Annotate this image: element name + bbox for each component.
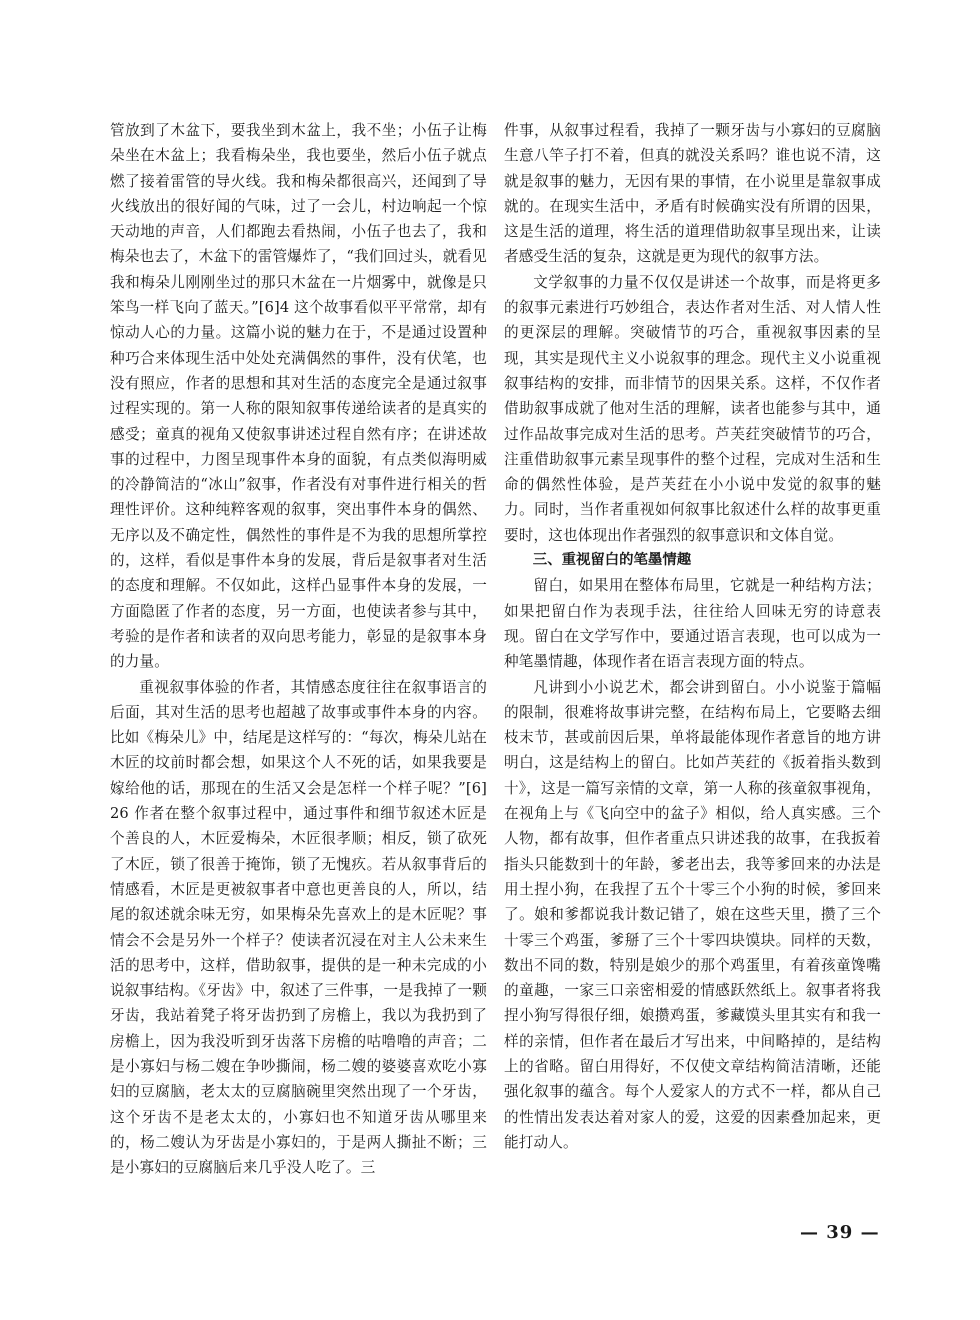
paragraph: 文学叙事的力量不仅仅是讲述一个故事，而是将更多的叙事元素进行巧妙组合，表达作者对生活、对人情人性的更深层的理解。突破情节的巧合，重视叙事因素的呈现，其实是现代主义小说叙事的理念。现代主义小说重视叙事结构的安排，而非情节的因果关系。这样，不仅作者借助叙事成就了他对生活的理解，读者也能参与其中，通过作品故事完成对生活的思考。芦芙荭突破情节的巧合，注重借助叙事元素呈现事件的整个过程，完成对生活和生命的偶然性体验，是芦芙荭在小小说中发觉的叙事的魅力。同时，当作者重视如何叙事比叙述什么样的故事更重要时，这也体现出作者强烈的叙事意识和文体自觉。 bbox=[504, 273, 881, 544]
paragraph: 凡讲到小小说艺术，都会讲到留白。小小说鉴于篇幅的限制，很难将故事讲完整，在结构布局上，它要略去细枝末节，甚或前因后果，单将最能体现作者意旨的地方讲明白，这是结构上的留白。比如芦芙荭的《扳着指头数到十》，这是一篇写亲情的文章，第一人称的孩童叙事视角，在视角上与《飞向空中的盆子》相似，给人真实感。三个人物，都有故事，但作者重点只讲述我的故事，在我扳着指头只能数到十的年龄，爹老出去，我等爹回来的办法是用土捏小狗，在我捏了五个十零三个小狗的时候，爹回来了。娘和爹都说我计数记错了，娘在这些天里，攒了三个十零三个鸡蛋，爹掰了三个十零四块馍块。同样的天数，数出不同的数，特别是娘少的那个鸡蛋里，有着孩童馋嘴的童趣，一家三口亲密相爱的情感跃然纸上。叙事者将我捏小狗写得很仔细，娘攒鸡蛋，爹藏馍头里其实有和我一样的亲情，但作者在最后才写出来，中间略掉的，是结构上的省略。留白用得好，不仅使文章结构简洁清晰，还能强化叙事的蕴含。每个人爱家人的方式不一样，都从自己的性情出发表达着对家人的爱，这爱的因素叠加起来，更能打动人。 bbox=[504, 678, 881, 1151]
paragraph: 件事，从叙事过程看，我掉了一颗牙齿与小寡妇的豆腐脑生意八竿子打不着，但真的就没关系吗？谁也说不清，这就是叙事的魅力，无因有果的事情，在小说里是靠叙事成就的。在现实生活中，矛盾有时候确实没有所谓的因果，这是生活的道理，将生活的道理借助叙事呈现出来，让读者感受生活的复杂，这就是更为现代的叙事方法。 bbox=[504, 122, 881, 266]
left-column bbox=[110, 118, 487, 1180]
section-heading: 三、重视留白的笔墨情趣 bbox=[532, 552, 692, 569]
paragraph: 管放到了木盆下，要我坐到木盆上，我不坐；小伍子让梅朵坐在木盆上；我看梅朵坐，我也要坐，然后小伍子就点燃了接着雷管的导火线。我和梅朵都很高兴，还闻到了导火线放出的很好闻的气味，过了一会儿，村边响起一个惊天动地的声音，人们都跑去看热闹，小伍子也去了，我和梅朵也去了，木盆下的雷管爆炸了，“我们回过头，就看见我和梅朵儿刚刚坐过的那只木盆在一片烟雾中，就像是只笨鸟一样飞向了蓝天。”[6]4 这个故事看似平平常常，却有惊动人心的力量。这篇小说的魅力在于，不是通过设置种种巧合来体现生活中处处充满偶然的事件，没有伏笔，也没有照应，作者的思想和其对生活的态度完全是通过叙事过程实现的。第一人称的限知叙事传递给读者的是真实的感受；童真的视角又使叙事讲述过程自然有序；在讲述故事的过程中，力图呈现事件本身的面貌，有点类似海明威的冷静简洁的“冰山”叙事，作者没有对事件进行相关的哲理性评价。这种纯粹客观的叙事，突出事件本身的偶然、无序以及不确定性，偶然性的事件是不为我的思想所掌控的，这样，看似是事件本身的发展，背后是叙事者对生活的态度和理解。不仅如此，这样凸显事件本身的发展，一方面隐匿了作者的态度，另一方面，也使读者参与其中，考验的是作者和读者的双向思考能力，彰显的是叙事本身的力量。 bbox=[110, 122, 487, 671]
paragraph: 留白，如果用在整体布局里，它就是一种结构方法；如果把留白作为表现手法，往往给人回味无穷的诗意表现。留白在文学写作中，要通过语言表现，也可以成为一种笔墨情趣，体现作者在语言表现方面的特点。 bbox=[504, 577, 881, 671]
right-column bbox=[504, 118, 881, 1155]
paragraph: 重视叙事体验的作者，其情感态度往往在叙事语言的后面，其对生活的思考也超越了故事或事件本身的内容。比如《梅朵儿》中，结尾是这样写的：“每次，梅朵儿站在木匠的坟前时都会想，如果这个人不死的话，如果我要是嫁给他的话，那现在的生活又会是怎样一个样子呢？”[6]26 作者在整个叙事过程中，通过事件和细节叙述木匠是个善良的人，木匠爱梅朵，木匠很孝顺；相反，锁了砍死了木匠，锁了很善于掩饰，锁了无愧疚。若从叙事背后的情感看，木匠是更被叙事者中意也更善良的人，所以，结尾的叙述就余味无穷，如果梅朵先喜欢上的是木匠呢？事情会不会是另外一个样子？使读者沉浸在对主人公未来生活的思考中，这样，借助叙事，提供的是一种未完成的小说叙事结构。《牙齿》中，叙述了三件事，一是我掉了一颗牙齿，我站着凳子将牙齿扔到了房檐上，我以为我扔到了房檐上，因为我没听到牙齿落下房檐的咕噜噜的声音；二是小寡妇与杨二嫂在争吵撕闹，杨二嫂的婆婆喜欢吃小寡妇的豆腐脑，老太太的豆腐脑碗里突然出现了一个牙齿，这个牙齿不是老太太的，小寡妇也不知道牙齿从哪里来的，杨二嫂认为牙齿是小寡妇的，于是两人撕扯不断；三是小寡妇的豆腐脑后来几乎没人吃了。三 bbox=[110, 678, 487, 1177]
page-number: — 39 — bbox=[800, 1222, 880, 1243]
